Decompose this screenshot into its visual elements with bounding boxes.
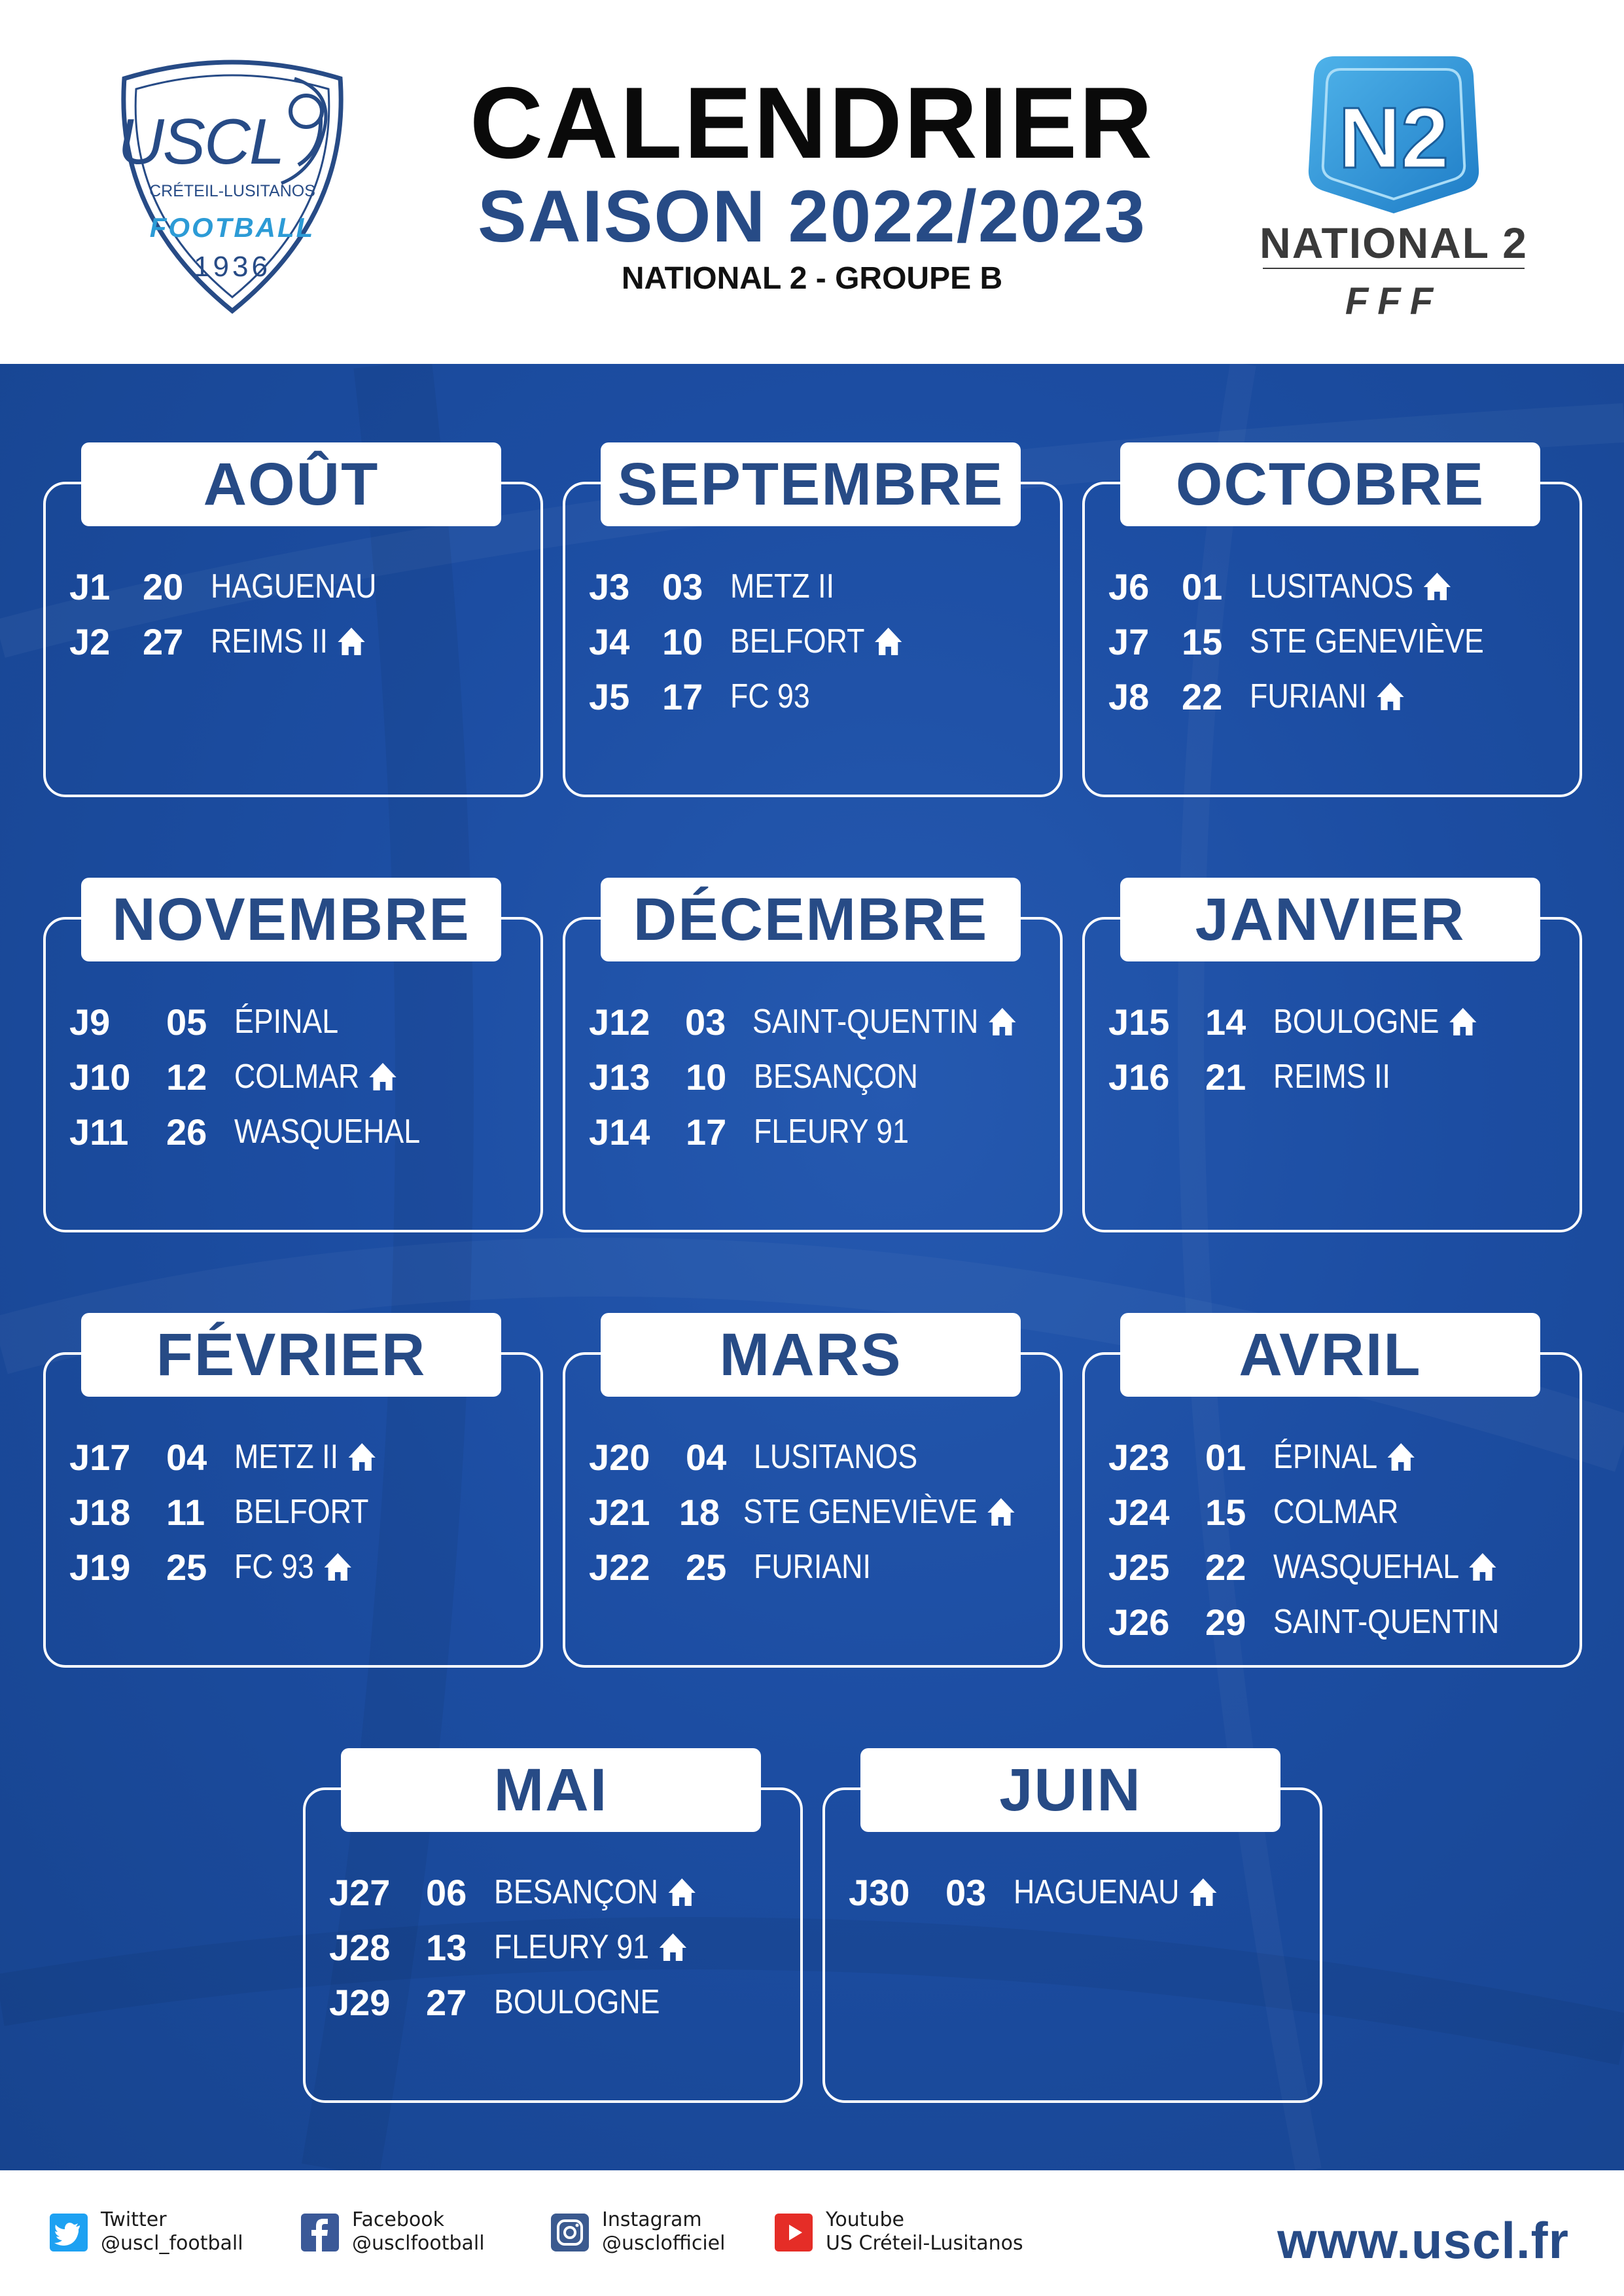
month-card-fevrier: [43, 1313, 542, 1666]
opponent-name: BOULOGNE: [1273, 1003, 1439, 1041]
opponent-name: LUSITANOS: [1250, 567, 1414, 605]
match-day: 17: [686, 1111, 727, 1153]
match-opponent: [743, 1492, 1015, 1532]
opponent-name: SAINT-QUENTIN: [1273, 1603, 1500, 1641]
home-icon: [368, 1062, 398, 1092]
match-day: 26: [166, 1111, 207, 1153]
match-opponent: [754, 1547, 871, 1587]
match-opponent: [494, 1873, 696, 1912]
opponent-name: BESANÇON: [494, 1873, 658, 1911]
social-network-label: Facebook: [352, 2208, 444, 2231]
instagram-icon[interactable]: [551, 2214, 589, 2251]
match-row: [589, 614, 1060, 669]
match-round: J26: [1108, 1601, 1170, 1643]
match-opponent: [730, 677, 810, 716]
social-instagram[interactable]: [551, 2208, 725, 2255]
home-icon: [337, 626, 366, 656]
match-round: J22: [589, 1546, 650, 1588]
n2-league-name: NATIONAL 2: [1260, 219, 1528, 267]
social-handle: @usclofficiel: [602, 2232, 726, 2255]
match-round: J27: [329, 1871, 391, 1913]
opponent-name: FLEURY 91: [754, 1113, 909, 1151]
opponent-name: REIMS II: [211, 622, 328, 660]
calendar-area: [0, 364, 1624, 2170]
uscl-logo-subtitle: CRÉTEIL-LUSITANOS: [149, 182, 315, 200]
month-card-avril: [1082, 1313, 1581, 1666]
opponent-name: METZ II: [234, 1438, 338, 1476]
match-day: 17: [662, 675, 703, 717]
month-title: MAI: [341, 1748, 761, 1832]
match-row: [589, 669, 1060, 724]
opponent-name: STE GENEVIÈVE: [743, 1493, 978, 1531]
match-opponent: [754, 1112, 909, 1151]
social-handle: @uscl_football: [101, 2232, 243, 2255]
month-card-janvier: [1082, 878, 1581, 1231]
match-round: J12: [589, 1001, 650, 1043]
match-row: [1108, 1049, 1580, 1104]
match-opponent: [754, 1437, 917, 1477]
match-row: [329, 1865, 800, 1920]
match-round: J23: [1108, 1436, 1170, 1478]
month-card-novembre: [43, 878, 542, 1231]
social-network-label: Twitter: [101, 2208, 167, 2231]
home-icon: [1188, 1877, 1218, 1907]
opponent-name: FLEURY 91: [494, 1928, 649, 1966]
match-day: 01: [1182, 565, 1223, 607]
match-list: [329, 1865, 800, 2030]
match-row: [589, 994, 1060, 1049]
match-list: [1108, 1429, 1580, 1649]
month-title: JANVIER: [1120, 878, 1540, 961]
match-round: J24: [1108, 1491, 1170, 1533]
match-day: 03: [685, 1001, 726, 1043]
social-handle: US Créteil-Lusitanos: [826, 2232, 1023, 2255]
opponent-name: FC 93: [730, 677, 810, 715]
match-day: 05: [166, 1001, 207, 1043]
month-card-decembre: [563, 878, 1061, 1231]
match-opponent: [494, 1928, 687, 1967]
match-opponent: [1014, 1873, 1218, 1912]
opponent-name: BESANÇON: [754, 1058, 918, 1096]
n2-badge-text: N2: [1338, 90, 1449, 186]
match-row: [589, 559, 1060, 614]
match-opponent: [1273, 1547, 1498, 1587]
match-round: J15: [1108, 1001, 1170, 1043]
match-row: [1108, 1539, 1580, 1594]
match-day: 01: [1205, 1436, 1246, 1478]
social-twitter[interactable]: [50, 2208, 243, 2255]
match-round: J21: [589, 1491, 650, 1533]
match-round: J18: [69, 1491, 131, 1533]
match-round: J10: [69, 1056, 131, 1098]
opponent-name: HAGUENAU: [1014, 1873, 1180, 1911]
match-list: [69, 994, 540, 1159]
opponent-name: BELFORT: [234, 1493, 369, 1531]
social-network-label: Instagram: [602, 2208, 702, 2231]
month-card-mars: [563, 1313, 1061, 1666]
match-round: J17: [69, 1436, 131, 1478]
match-row: [69, 1484, 540, 1539]
home-icon: [347, 1442, 377, 1472]
match-round: J19: [69, 1546, 131, 1588]
social-network-label: Youtube: [826, 2208, 904, 2231]
opponent-name: REIMS II: [1273, 1058, 1390, 1096]
match-row: [1108, 1429, 1580, 1484]
match-round: J16: [1108, 1056, 1170, 1098]
match-round: J8: [1108, 675, 1150, 717]
match-opponent: [1273, 1437, 1416, 1477]
opponent-name: ÉPINAL: [234, 1003, 339, 1041]
match-opponent: [754, 1057, 918, 1096]
match-opponent: [1273, 1492, 1398, 1532]
match-round: J28: [329, 1926, 391, 1968]
opponent-name: FURIANI: [754, 1548, 871, 1586]
match-opponent: [211, 622, 366, 661]
match-row: [589, 1484, 1060, 1539]
month-card-octobre: [1082, 442, 1581, 796]
match-opponent: [234, 1492, 368, 1532]
match-opponent: [1273, 1002, 1477, 1041]
opponent-name: COLMAR: [234, 1058, 360, 1096]
match-day: 06: [426, 1871, 467, 1913]
match-opponent: [730, 622, 903, 661]
match-row: [1108, 614, 1580, 669]
page-title: CALENDRIER: [469, 66, 1155, 179]
social-text: [826, 2208, 1023, 2255]
match-row: [589, 1049, 1060, 1104]
match-list: [589, 994, 1060, 1159]
match-round: J9: [69, 1001, 111, 1043]
match-opponent: [1273, 1057, 1390, 1096]
home-icon: [323, 1552, 353, 1582]
match-day: 25: [686, 1546, 727, 1588]
match-day: 12: [166, 1056, 207, 1098]
match-round: J2: [69, 620, 111, 662]
opponent-name: SAINT-QUENTIN: [752, 1003, 979, 1041]
match-opponent: [1250, 677, 1405, 716]
match-round: J25: [1108, 1546, 1170, 1588]
social-facebook[interactable]: [301, 2208, 485, 2255]
youtube-icon[interactable]: [775, 2214, 813, 2251]
home-icon: [874, 626, 903, 656]
match-round: J4: [589, 620, 630, 662]
match-list: [69, 559, 540, 669]
website-link[interactable]: www.uscl.fr: [1277, 2212, 1569, 2269]
match-round: J6: [1108, 565, 1150, 607]
uscl-logo-year: 1936: [194, 251, 271, 283]
home-icon: [1386, 1442, 1416, 1472]
match-round: J13: [589, 1056, 650, 1098]
match-day: 22: [1205, 1546, 1246, 1588]
opponent-name: METZ II: [730, 567, 834, 605]
match-round: J30: [849, 1871, 910, 1913]
fff-federation-text: FFF: [1345, 280, 1443, 323]
opponent-name: FURIANI: [1250, 677, 1367, 715]
match-row: [69, 614, 540, 669]
month-card-mai: [303, 1748, 802, 2102]
match-row: [1108, 1594, 1580, 1649]
match-round: J5: [589, 675, 630, 717]
season-title: SAISON 2022/2023: [478, 175, 1146, 257]
match-day: 13: [426, 1926, 467, 1968]
match-day: 11: [166, 1491, 205, 1533]
match-opponent: [494, 1982, 660, 2022]
header: [0, 0, 1624, 364]
match-row: [329, 1975, 800, 2030]
home-icon: [987, 1497, 1016, 1527]
match-day: 14: [1205, 1001, 1246, 1043]
match-row: [1108, 994, 1580, 1049]
match-day: 10: [662, 620, 703, 662]
month-title: NOVEMBRE: [81, 878, 501, 961]
match-day: 21: [1205, 1056, 1246, 1098]
match-list: [1108, 994, 1580, 1104]
opponent-name: STE GENEVIÈVE: [1250, 622, 1484, 660]
match-round: J11: [69, 1111, 129, 1153]
match-row: [69, 994, 540, 1049]
uscl-logo-name: USCL: [118, 105, 284, 177]
national2-league-logo: [1243, 52, 1544, 327]
month-card-juin: [822, 1748, 1321, 2102]
opponent-name: BELFORT: [730, 622, 865, 660]
match-round: J3: [589, 565, 630, 607]
month-title: JUIN: [860, 1748, 1280, 1832]
opponent-name: LUSITANOS: [754, 1438, 918, 1476]
match-day: 04: [166, 1436, 207, 1478]
match-round: J29: [329, 1981, 391, 2023]
opponent-name: FC 93: [234, 1548, 314, 1586]
social-text: [352, 2208, 485, 2255]
match-row: [69, 559, 540, 614]
match-day: 10: [686, 1056, 727, 1098]
match-day: 27: [143, 620, 184, 662]
month-card-aout: [43, 442, 542, 796]
match-row: [69, 1049, 540, 1104]
match-row: [589, 1539, 1060, 1594]
twitter-icon[interactable]: [50, 2214, 88, 2251]
match-row: [329, 1920, 800, 1975]
match-opponent: [234, 1437, 376, 1477]
opponent-name: ÉPINAL: [1273, 1438, 1378, 1476]
facebook-icon[interactable]: [301, 2214, 339, 2251]
match-list: [1108, 559, 1580, 724]
match-round: J1: [69, 565, 111, 607]
match-day: 20: [143, 565, 184, 607]
month-card-frame: [822, 1787, 1322, 2103]
match-row: [589, 1429, 1060, 1484]
match-opponent: [234, 1057, 398, 1096]
social-text: [602, 2208, 725, 2255]
match-day: 03: [662, 565, 703, 607]
match-day: 18: [679, 1491, 720, 1533]
opponent-name: BOULOGNE: [494, 1983, 660, 2021]
match-day: 15: [1182, 620, 1223, 662]
match-row: [1108, 1484, 1580, 1539]
match-day: 29: [1205, 1601, 1246, 1643]
match-opponent: [752, 1002, 1017, 1041]
home-icon: [1422, 571, 1452, 601]
match-day: 04: [686, 1436, 727, 1478]
home-icon: [1468, 1552, 1498, 1582]
match-list: [589, 1429, 1060, 1594]
match-day: 25: [166, 1546, 207, 1588]
month-title: AVRIL: [1120, 1313, 1540, 1397]
opponent-name: COLMAR: [1273, 1493, 1399, 1531]
match-opponent: [1250, 622, 1484, 661]
month-title: DÉCEMBRE: [601, 878, 1021, 961]
home-icon: [1448, 1007, 1477, 1037]
match-opponent: [211, 567, 376, 606]
match-row: [849, 1865, 1320, 1920]
match-list: [849, 1865, 1320, 1920]
home-icon: [1376, 681, 1405, 711]
match-day: 27: [426, 1981, 467, 2023]
month-title: SEPTEMBRE: [601, 442, 1021, 526]
match-day: 03: [945, 1871, 987, 1913]
match-opponent: [730, 567, 834, 606]
match-row: [69, 1104, 540, 1159]
social-text: [101, 2208, 243, 2255]
footer: [0, 2170, 1624, 2296]
opponent-name: WASQUEHAL: [1273, 1548, 1460, 1586]
home-icon: [988, 1007, 1017, 1037]
match-row: [69, 1539, 540, 1594]
match-day: 22: [1182, 675, 1223, 717]
match-opponent: [234, 1547, 352, 1587]
match-row: [1108, 669, 1580, 724]
social-youtube[interactable]: [775, 2208, 1023, 2255]
match-row: [589, 1104, 1060, 1159]
uscl-logo-sport: FOOTBALL: [149, 212, 315, 243]
social-handle: @usclfootball: [352, 2232, 485, 2255]
match-opponent: [1250, 567, 1452, 606]
match-opponent: [234, 1002, 338, 1041]
month-card-septembre: [563, 442, 1061, 796]
match-opponent: [234, 1112, 420, 1151]
match-row: [1108, 559, 1580, 614]
home-icon: [658, 1932, 688, 1962]
match-round: J14: [589, 1111, 650, 1153]
match-list: [69, 1429, 540, 1594]
month-title: AOÛT: [81, 442, 501, 526]
match-row: [69, 1429, 540, 1484]
month-title: MARS: [601, 1313, 1021, 1397]
match-round: J20: [589, 1436, 650, 1478]
match-day: 15: [1205, 1491, 1246, 1533]
opponent-name: HAGUENAU: [211, 567, 377, 605]
home-icon: [667, 1877, 697, 1907]
group-title: NATIONAL 2 - GROUPE B: [621, 261, 1003, 296]
match-opponent: [1273, 1602, 1499, 1641]
match-round: J7: [1108, 620, 1150, 662]
match-list: [589, 559, 1060, 724]
month-title: OCTOBRE: [1120, 442, 1540, 526]
opponent-name: WASQUEHAL: [234, 1113, 421, 1151]
month-title: FÉVRIER: [81, 1313, 501, 1397]
